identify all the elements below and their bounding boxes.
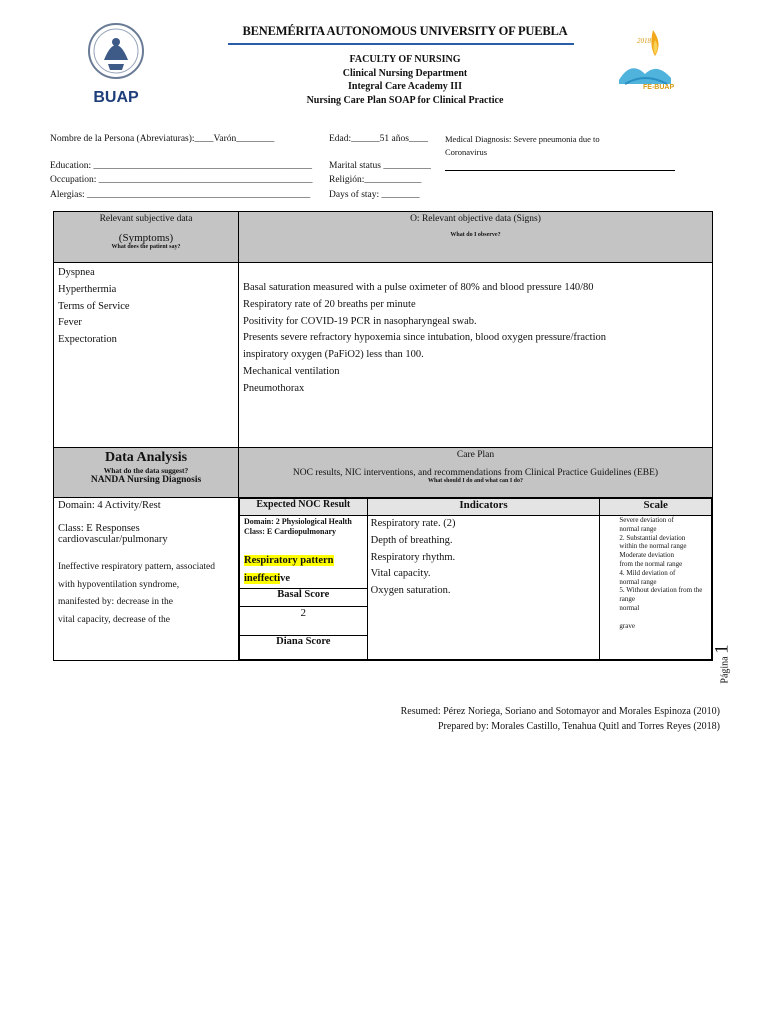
diagnosis-underline — [445, 170, 675, 171]
education-field: Education: ______________________________________________ — [50, 161, 313, 171]
nanda-cell — [54, 498, 239, 661]
buap-logo — [86, 20, 146, 105]
subjective-item: Fever — [58, 317, 82, 329]
indicator-item: Oxygen saturation. — [370, 585, 451, 597]
objective-item: Basal saturation measured with a pulse oximeter of 80% and blood pressure 140/80 — [243, 282, 594, 293]
indicator-item: Vital capacity. — [370, 568, 431, 580]
noc-result — [240, 550, 367, 586]
header-rule — [228, 43, 574, 45]
diagnosis-line1: Medical Diagnosis: Severe pneumonia due to — [445, 134, 600, 144]
page-number: 1 — [711, 644, 733, 654]
symptoms-label: (Symptoms) — [118, 232, 174, 244]
age-field: Edad:______51 años____ — [329, 134, 428, 144]
scale-item: grave — [619, 621, 635, 630]
nanda-label: NANDA Nursing Diagnosis — [90, 475, 202, 485]
subjective-item: Expectoration — [58, 334, 117, 346]
subjective-item: Hyperthermia — [58, 283, 117, 295]
scale-item: Moderate deviation — [619, 551, 675, 560]
objective-item: inspiratory oxygen (PaFiO2) less than 100. — [243, 349, 424, 361]
noc-domain: Domain: 2 Physiological Health — [244, 517, 352, 526]
scale-header: Scale — [600, 499, 712, 516]
scale-item: normal range — [619, 524, 657, 533]
indicator-item: Depth of breathing. — [370, 534, 453, 546]
plan-title: Nursing Care Plan SOAP for Clinical Practice — [306, 94, 504, 106]
objective-item: Presents severe refractory hypoxemia since intubation, blood oxygen pressure/fraction — [243, 332, 607, 344]
fe-buap-text: FE-BUAP — [643, 84, 675, 91]
objective-cell — [239, 263, 713, 448]
scale-item: 2. Substantial deviation — [619, 533, 686, 542]
noc-result-a: Respiratory pattern — [244, 555, 334, 566]
page-marker — [713, 633, 753, 693]
noc-result-b: ineffecti — [244, 573, 281, 584]
subjective-cell — [54, 263, 239, 448]
careplan-table — [239, 498, 712, 660]
objective-item: Positivity for COVID-19 PCR in nasopharyngeal swab. — [243, 315, 477, 327]
indicators-list — [368, 516, 600, 600]
scale-item: normal — [619, 603, 640, 612]
fe-buap-year: 2018 — [637, 37, 651, 45]
nanda-class-2: cardiovascular/pulmonary — [58, 534, 168, 545]
faculty-name: FACULTY OF NURSING — [349, 54, 461, 65]
prepared-credit: Prepared by: Morales Castillo, Tenahua Quitl and Torres Reyes (2018) — [437, 721, 720, 732]
subjective-list — [54, 263, 238, 351]
scale-item: normal range — [619, 577, 657, 586]
diana-label: Diana Score — [240, 635, 367, 647]
scale-list — [600, 516, 711, 630]
page-label: Página — [719, 656, 731, 684]
objective-item: Pneumothorax — [243, 382, 305, 394]
scale-item: 5. Without deviation from the range — [619, 586, 703, 604]
fe-buap-logo — [605, 22, 685, 97]
careplan-title: Care Plan — [456, 450, 495, 460]
objective-list — [239, 263, 712, 415]
diagnosis-line: vital capacity, decrease of the — [58, 614, 171, 625]
indicator-item: Respiratory rhythm. — [370, 551, 456, 563]
basal-label: Basal Score — [240, 588, 367, 606]
soap-table — [53, 211, 713, 661]
diagnosis-line: Ineffective respiratory pattern, associated — [58, 562, 216, 572]
buap-logo-text: BUAP — [93, 89, 139, 106]
days-field: Days of stay: ________ — [329, 190, 420, 200]
objective-item: Mechanical ventilation — [243, 365, 340, 377]
subjective-header-cell — [54, 212, 239, 263]
occupation-field: Occupation: _____________________________________________ — [50, 175, 313, 185]
indicators-header: Indicators — [367, 499, 600, 516]
objective-item: Respiratory rate of 20 breaths per minute — [243, 298, 416, 310]
scale-item — [619, 613, 709, 622]
nanda-domain: Domain: 4 Activity/Rest — [58, 500, 161, 511]
page-number-group — [712, 644, 734, 683]
nanda-content — [54, 498, 238, 631]
patient-name-field: Nombre de la Persona (Abreviaturas):____Varón________ — [50, 134, 275, 144]
subjective-item: Terms of Service — [58, 300, 130, 312]
academy-name: Integral Care Academy III — [348, 81, 462, 92]
department-name: Clinical Nursing Department — [342, 67, 468, 79]
analysis-question: What do the data suggest? — [103, 466, 189, 475]
nanda-diagnosis — [58, 559, 234, 629]
university-name: BENEMÉRITA AUTONOMOUS UNIVERSITY OF PUEBLA — [242, 24, 568, 38]
noc-result-c: ve — [280, 573, 291, 584]
allergies-field: Alergias: _______________________________________________ — [50, 190, 311, 200]
scale-cell — [600, 516, 712, 660]
careplan-question: What should I do and what can I do? — [427, 478, 524, 484]
objective-question: What do I observe? — [450, 232, 501, 238]
careplan-header-cell — [239, 448, 713, 498]
noc-cell — [240, 516, 368, 660]
analysis-title: Data Analysis — [104, 450, 188, 465]
header-block — [230, 53, 580, 107]
objective-header: O: Relevant objective data (Signs) — [410, 214, 541, 224]
nanda-class-1: Class: E Responses — [58, 523, 140, 534]
diagnosis-line2: Coronavirus — [445, 147, 488, 157]
indicator-item: Respiratory rate. (2) — [370, 518, 456, 529]
careplan-cell — [239, 498, 713, 661]
analysis-header-cell — [54, 448, 239, 498]
scale-item: from the normal range — [619, 559, 683, 568]
careplan-desc: NOC results, NIC interventions, and recommendations from Clinical Practice Guidelines (EBE) — [292, 468, 659, 478]
buap-seal-icon — [86, 20, 146, 82]
noc-header: Expected NOC Result — [240, 499, 368, 516]
resumed-credit: Resumed: Pérez Noriega, Soriano and Sotomayor and Morales Espinoza (2010) — [400, 706, 720, 717]
objective-header-cell — [239, 212, 713, 263]
scale-item: Severe deviation of — [619, 516, 674, 524]
subjective-question: What does the patient say? — [111, 244, 181, 250]
scale-item: 4. Mild deviation of — [619, 568, 676, 577]
diagnosis-line: with hypoventilation syndrome, — [58, 579, 180, 590]
scale-item: within the normal range — [619, 542, 687, 551]
noc-class: Class: E Cardiopulmonary — [244, 527, 337, 536]
religion-field: Religión:____________ — [329, 175, 422, 185]
subjective-item: Dyspnea — [58, 267, 95, 278]
basal-value: 2 — [240, 606, 367, 635]
indicators-cell — [367, 516, 600, 660]
diagnosis-line: manifested by: decrease in the — [58, 597, 174, 607]
marital-field: Marital status __________ — [329, 161, 431, 171]
subjective-header: Relevant subjective data — [99, 214, 193, 224]
